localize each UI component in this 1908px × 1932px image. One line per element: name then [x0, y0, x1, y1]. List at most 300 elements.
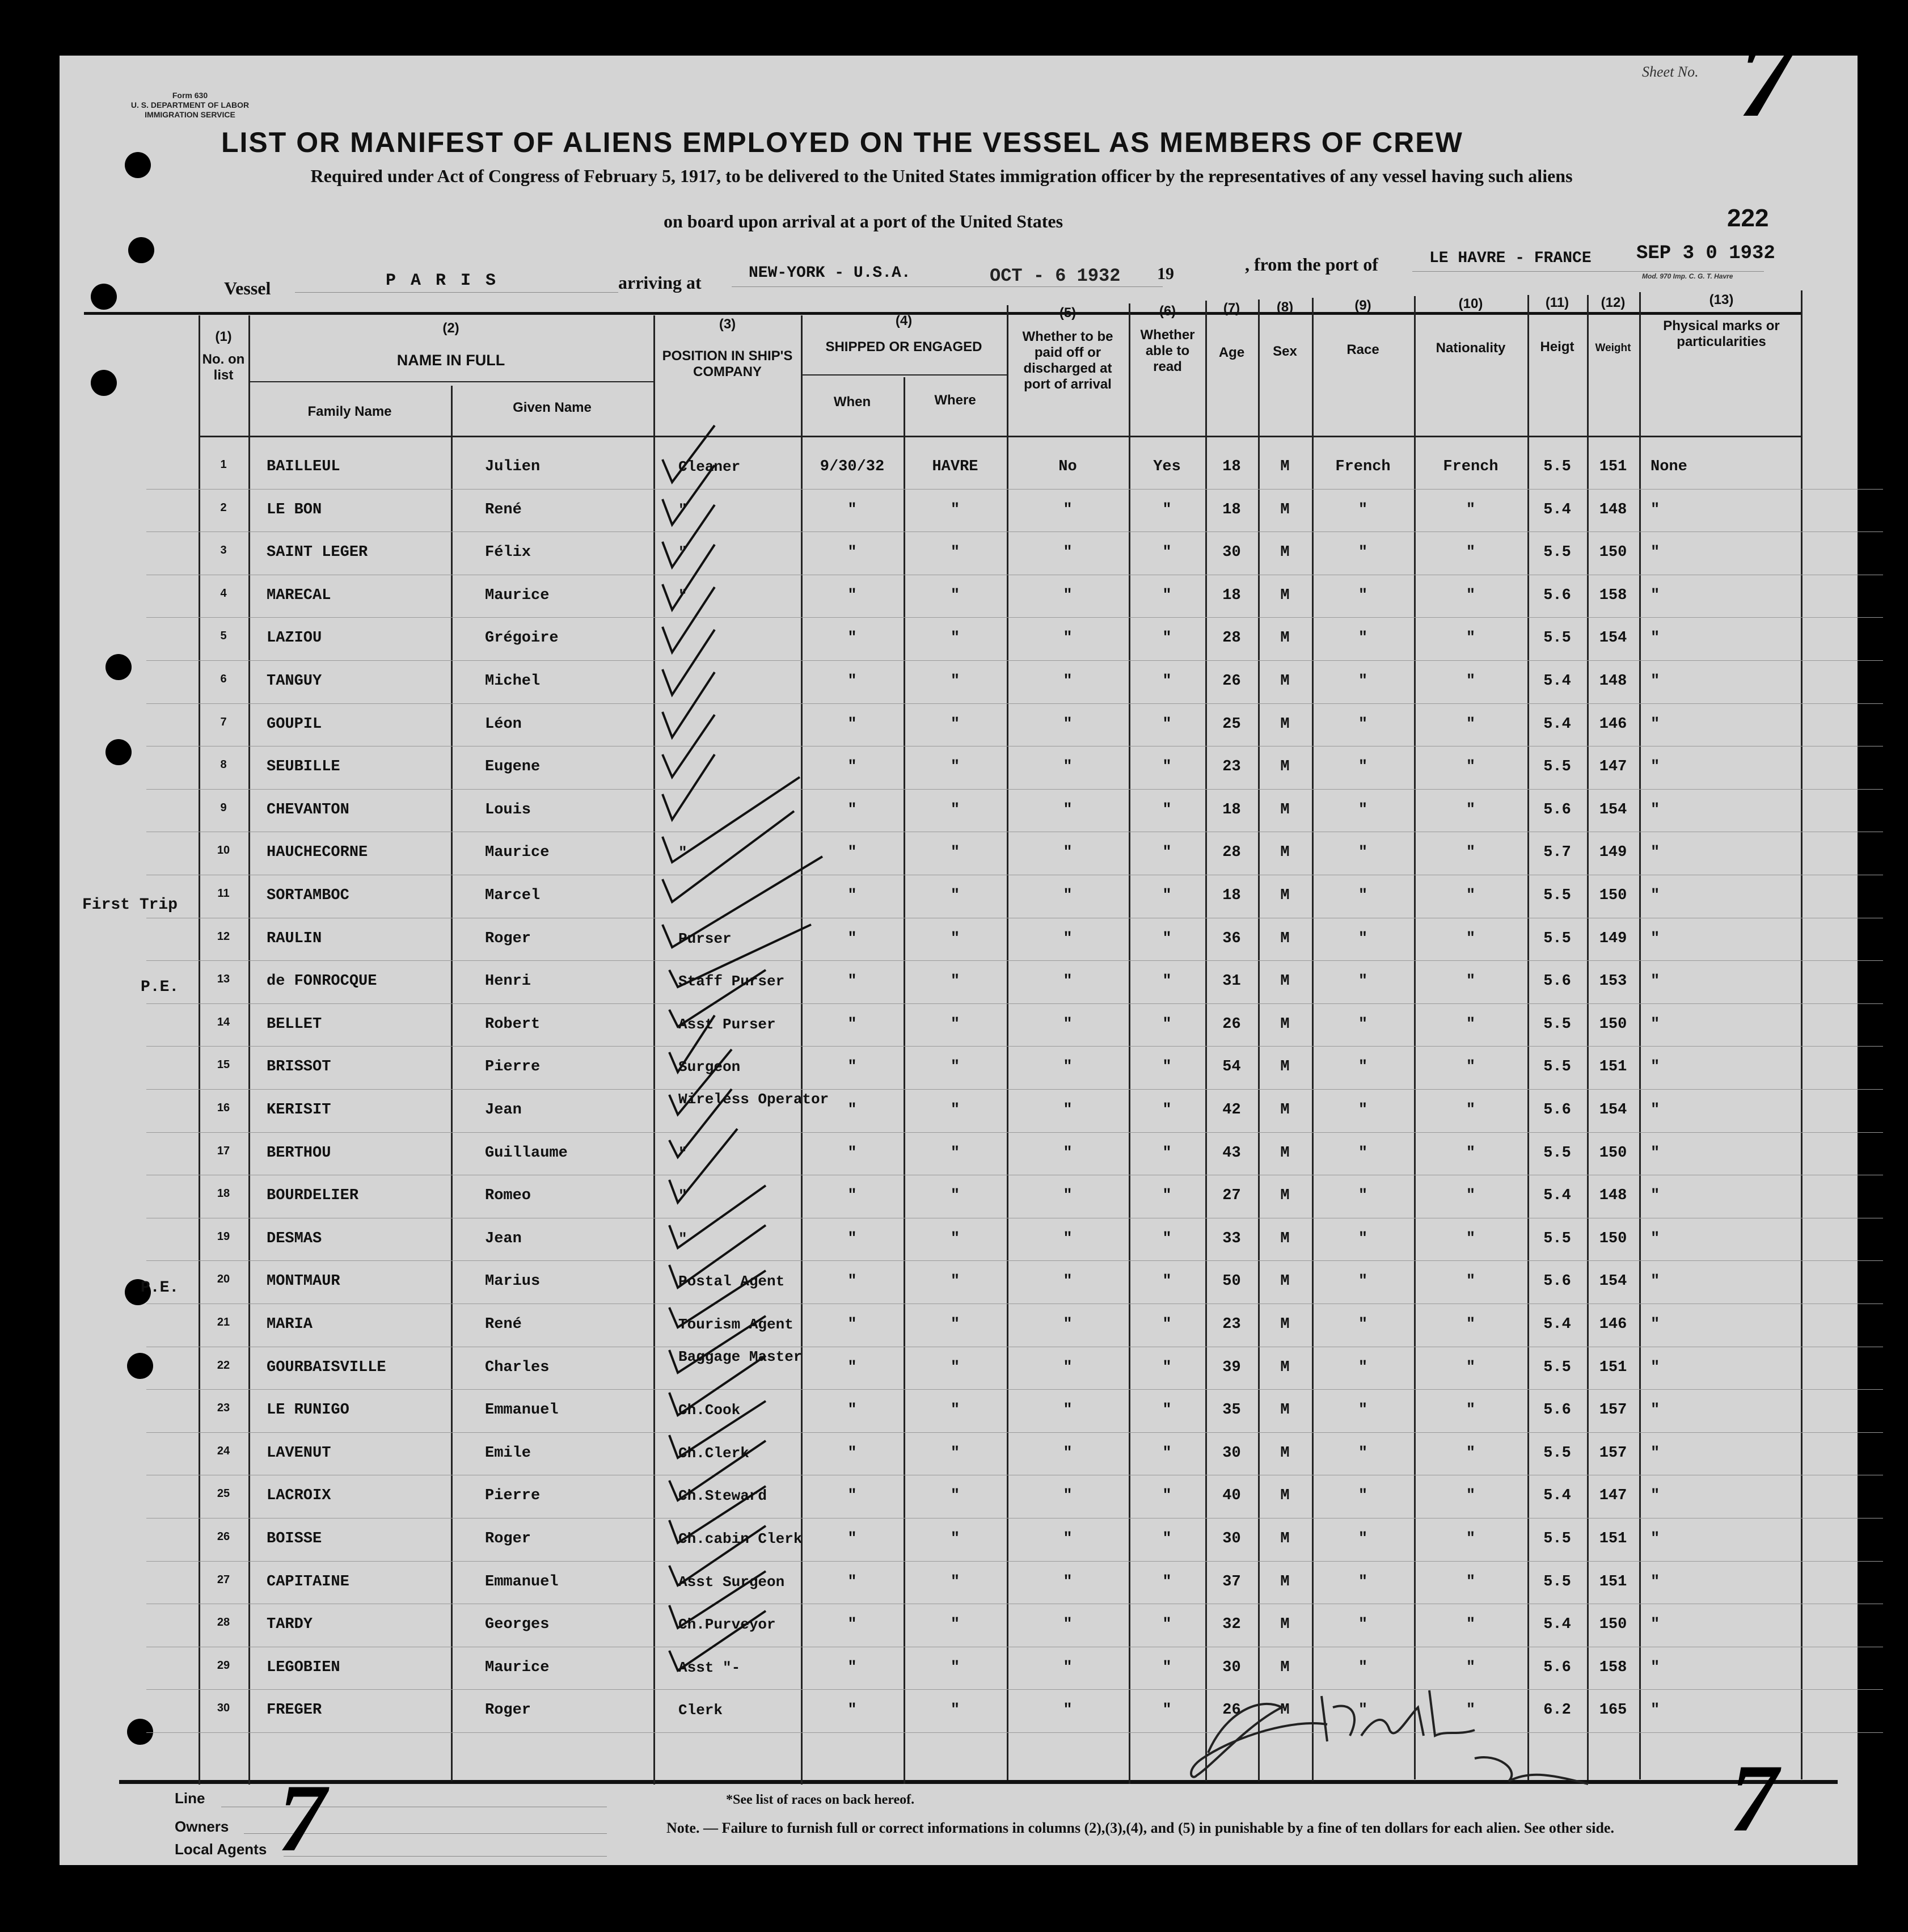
cell-read: " — [1162, 587, 1172, 604]
cell-paid: " — [1063, 1187, 1073, 1205]
cell-position: Asst "- — [678, 1659, 741, 1676]
cell-paid: " — [1063, 1058, 1073, 1076]
col-6-header: (6) Whether able to read — [1140, 303, 1195, 374]
cell-read: " — [1162, 501, 1172, 518]
check-marks — [652, 414, 845, 1741]
cell-weight: 154 — [1599, 1102, 1627, 1119]
cell-family: SAINT LEGER — [267, 544, 368, 562]
cell-given: Georges — [485, 1616, 550, 1634]
cell-age: 26 — [1222, 1702, 1241, 1719]
cell-weight: 147 — [1599, 758, 1627, 776]
arriving-label: arriving at — [618, 272, 702, 293]
cell-race: " — [1358, 1316, 1368, 1333]
punch-hole — [91, 370, 117, 396]
cell-paid: " — [1063, 1659, 1073, 1676]
cell-marks: " — [1650, 1359, 1660, 1376]
row-divider — [146, 1732, 1883, 1733]
row-divider — [146, 617, 1883, 618]
cell-marks: " — [1650, 1402, 1660, 1419]
cell-height: 5.4 — [1543, 673, 1571, 690]
cell-nat: " — [1466, 1187, 1476, 1205]
cell-read: " — [1162, 1316, 1172, 1333]
col-10-header: (10) Nationality — [1436, 296, 1506, 356]
cell-nat: " — [1466, 1230, 1476, 1247]
cell-position: Asst Purser — [678, 1015, 776, 1033]
departure-date-stamp: SEP 3 0 1932 — [1636, 243, 1775, 264]
cell-weight: 158 — [1599, 587, 1627, 604]
cell-paid: " — [1063, 1230, 1073, 1247]
captain-signature — [1180, 1673, 1611, 1804]
cell-race: " — [1358, 587, 1368, 604]
cell-nat: " — [1466, 1702, 1476, 1719]
cell-no: 12 — [217, 930, 230, 943]
col-13-header: (13) Physical marks or particularities — [1663, 292, 1780, 349]
cell-race: " — [1358, 1659, 1368, 1676]
cell-position: " — [678, 501, 687, 518]
cell-family: BOURDELIER — [267, 1187, 359, 1205]
cell-marks: " — [1650, 1530, 1660, 1547]
cell-marks: " — [1650, 501, 1660, 518]
cell-where: " — [950, 1015, 960, 1033]
cell-family: BOISSE — [267, 1530, 322, 1547]
cell-family: CAPITAINE — [267, 1573, 349, 1591]
cell-where: " — [950, 1187, 960, 1205]
cell-no: 22 — [217, 1359, 230, 1372]
cell-age: 37 — [1222, 1573, 1241, 1591]
cell-height: 5.6 — [1543, 1273, 1571, 1290]
cell-marks: " — [1650, 715, 1660, 733]
pe-note-row-20: P.E. — [141, 1279, 179, 1297]
cell-family: GOUPIL — [267, 715, 322, 733]
cell-nat: " — [1466, 758, 1476, 776]
cell-weight: 151 — [1599, 1359, 1627, 1376]
cell-when: " — [847, 587, 857, 604]
cell-paid: " — [1063, 1402, 1073, 1419]
cell-weight: 165 — [1599, 1702, 1627, 1719]
col-4b-header: Where — [934, 393, 976, 408]
cell-when: " — [847, 801, 857, 819]
cell-no: 10 — [217, 844, 230, 857]
cell-sex: M — [1280, 758, 1290, 776]
cell-read: " — [1162, 1102, 1172, 1119]
cell-when: " — [847, 973, 857, 990]
row-divider — [146, 789, 1883, 790]
cell-position: Ch.cabin Clerk — [678, 1530, 803, 1547]
cell-no: 30 — [217, 1702, 230, 1715]
cell-position: Staff Purser — [678, 973, 785, 990]
cell-sex: M — [1280, 930, 1290, 947]
cell-when: " — [847, 673, 857, 690]
cell-read: " — [1162, 1359, 1172, 1376]
cell-race: " — [1358, 1144, 1368, 1162]
cell-height: 5.6 — [1543, 1402, 1571, 1419]
cell-when: " — [847, 544, 857, 562]
cell-where: " — [950, 973, 960, 990]
printer-mark: Mod. 970 Imp. C. G. T. Havre — [1642, 272, 1733, 280]
cell-weight: 151 — [1599, 1530, 1627, 1547]
cell-given: Romeo — [485, 1187, 531, 1205]
cell-read: Yes — [1153, 458, 1181, 475]
cell-paid: No — [1058, 458, 1077, 475]
cell-given: Henri — [485, 973, 531, 990]
cell-height: 5.4 — [1543, 715, 1571, 733]
cell-height: 5.4 — [1543, 1487, 1571, 1505]
cell-sex: M — [1280, 501, 1290, 518]
cell-where: " — [950, 1058, 960, 1076]
cell-no: 25 — [217, 1487, 230, 1500]
cell-when: " — [847, 630, 857, 647]
row-divider — [146, 1389, 1883, 1390]
cell-read: " — [1162, 1402, 1172, 1419]
cell-given: Marcel — [485, 887, 541, 904]
cell-height: 5.4 — [1543, 1616, 1571, 1634]
cell-sex: M — [1280, 1015, 1290, 1033]
cell-read: " — [1162, 1058, 1172, 1076]
cell-no: 2 — [220, 501, 227, 514]
cell-given: Pierre — [485, 1487, 541, 1505]
cell-age: 25 — [1222, 715, 1241, 733]
row-divider — [146, 1046, 1883, 1047]
vessel-label: Vessel — [224, 278, 271, 298]
cell-weight: 150 — [1599, 1230, 1627, 1247]
cell-height: 5.5 — [1543, 1573, 1571, 1591]
cell-no: 29 — [217, 1659, 230, 1672]
punch-hole — [127, 1353, 153, 1379]
cell-weight: 149 — [1599, 844, 1627, 862]
punch-hole — [105, 739, 132, 765]
cell-sex: M — [1280, 673, 1290, 690]
cell-when: " — [847, 1316, 857, 1333]
cell-no: 19 — [217, 1230, 230, 1243]
row-divider — [146, 531, 1883, 532]
cell-race: " — [1358, 1444, 1368, 1462]
cell-position: " — [678, 1187, 687, 1205]
cell-family: BERTHOU — [267, 1144, 331, 1162]
cell-sex: M — [1280, 1444, 1290, 1462]
col-7-header: (7) Age — [1218, 301, 1245, 360]
punch-hole — [91, 284, 117, 310]
cell-marks: " — [1650, 1616, 1660, 1634]
cell-paid: " — [1063, 501, 1073, 518]
cell-family: DESMAS — [267, 1230, 322, 1247]
cell-where: " — [950, 630, 960, 647]
cell-sex: M — [1280, 1359, 1290, 1376]
cell-when: " — [847, 930, 857, 947]
cell-family: SORTAMBOC — [267, 887, 349, 904]
cell-family: GOURBAISVILLE — [267, 1359, 386, 1376]
col-12-header: (12) Weight — [1595, 295, 1631, 354]
page-title: LIST OR MANIFEST OF ALIENS EMPLOYED ON THE VESSEL AS MEMBERS OF CREW — [221, 126, 1463, 158]
cell-read: " — [1162, 844, 1172, 862]
cell-sex: M — [1280, 1659, 1290, 1676]
cell-paid: " — [1063, 887, 1073, 904]
cell-marks: " — [1650, 1230, 1660, 1247]
cell-weight: 148 — [1599, 1187, 1627, 1205]
cell-height: 5.5 — [1543, 458, 1571, 475]
cell-marks: " — [1650, 1444, 1660, 1462]
cell-when: " — [847, 1230, 857, 1247]
cell-weight: 150 — [1599, 544, 1627, 562]
cell-paid: " — [1063, 1444, 1073, 1462]
row-divider — [146, 1089, 1883, 1090]
cell-family: TANGUY — [267, 673, 322, 690]
cell-position: Ch.Clerk — [678, 1444, 749, 1462]
cell-age: 30 — [1222, 1530, 1241, 1547]
sheet-number: 7 — [1738, 15, 1795, 141]
cell-race: " — [1358, 758, 1368, 776]
cell-where: " — [950, 1659, 960, 1676]
cell-age: 26 — [1222, 1015, 1241, 1033]
cell-age: 23 — [1222, 1316, 1241, 1333]
cell-family: LEGOBIEN — [267, 1659, 340, 1676]
races-note: *See list of races on back hereof. — [726, 1792, 915, 1807]
cell-family: HAUCHECORNE — [267, 844, 368, 862]
cell-family: SEUBILLE — [267, 758, 340, 776]
cell-where: " — [950, 1573, 960, 1591]
cell-given: Jean — [485, 1102, 522, 1119]
cell-race: French — [1335, 458, 1391, 475]
cell-marks: " — [1650, 1102, 1660, 1119]
cell-where: " — [950, 1402, 960, 1419]
cell-where: " — [950, 1359, 960, 1376]
cell-read: " — [1162, 801, 1172, 819]
cell-nat: " — [1466, 630, 1476, 647]
cell-height: 5.7 — [1543, 844, 1571, 862]
cell-sex: M — [1280, 1144, 1290, 1162]
cell-family: LE RUNIGO — [267, 1402, 349, 1419]
cell-age: 32 — [1222, 1616, 1241, 1634]
cell-height: 5.4 — [1543, 501, 1571, 518]
cell-sex: M — [1280, 1102, 1290, 1119]
cell-where: " — [950, 1487, 960, 1505]
cell-sex: M — [1280, 1573, 1290, 1591]
cell-marks: " — [1650, 930, 1660, 947]
cell-race: " — [1358, 973, 1368, 990]
cell-given: Maurice — [485, 1659, 550, 1676]
cell-given: Roger — [485, 1702, 531, 1719]
cell-paid: " — [1063, 1102, 1073, 1119]
cell-marks: " — [1650, 673, 1660, 690]
cell-race: " — [1358, 673, 1368, 690]
cell-nat: French — [1443, 458, 1498, 475]
cell-family: BAILLEUL — [267, 458, 340, 475]
cell-given: René — [485, 1316, 522, 1333]
cell-race: " — [1358, 1702, 1368, 1719]
cell-paid: " — [1063, 1487, 1073, 1505]
cell-position: Ch.Steward — [678, 1487, 767, 1505]
cell-race: " — [1358, 844, 1368, 862]
cell-read: " — [1162, 887, 1172, 904]
cell-age: 50 — [1222, 1273, 1241, 1290]
cell-weight: 150 — [1599, 1616, 1627, 1634]
cell-nat: " — [1466, 844, 1476, 862]
cell-given: Maurice — [485, 587, 550, 604]
cell-marks: " — [1650, 758, 1660, 776]
cell-height: 5.6 — [1543, 801, 1571, 819]
cell-age: 18 — [1222, 458, 1241, 475]
cell-paid: " — [1063, 801, 1073, 819]
from-port-label: , from the port of — [1245, 254, 1378, 275]
cell-read: " — [1162, 1444, 1172, 1462]
cell-where: " — [950, 1144, 960, 1162]
cell-given: Félix — [485, 544, 531, 562]
cell-position: " — [678, 544, 687, 562]
cell-no: 14 — [217, 1015, 230, 1028]
cell-when: 9/30/32 — [820, 458, 885, 475]
row-divider — [146, 960, 1883, 961]
cell-read: " — [1162, 715, 1172, 733]
col-4-header: (4) SHIPPED OR ENGAGED — [825, 313, 982, 355]
cell-no: 18 — [217, 1187, 230, 1200]
cell-marks: " — [1650, 1487, 1660, 1505]
cell-race: " — [1358, 630, 1368, 647]
cell-nat: " — [1466, 973, 1476, 990]
cell-weight: 148 — [1599, 673, 1627, 690]
cell-given: Roger — [485, 930, 531, 947]
cell-race: " — [1358, 1187, 1368, 1205]
cell-weight: 146 — [1599, 715, 1627, 733]
col-5-header: (5) Whether to be paid off or discharged at port of arrival — [1022, 305, 1113, 392]
cell-where: " — [950, 887, 960, 904]
cell-given: Maurice — [485, 844, 550, 862]
cell-race: " — [1358, 1530, 1368, 1547]
cell-nat: " — [1466, 1273, 1476, 1290]
col-8-header: (8) Sex — [1273, 299, 1297, 359]
pe-note-row-13: P.E. — [141, 978, 179, 996]
cell-age: 33 — [1222, 1230, 1241, 1247]
cell-given: Léon — [485, 715, 522, 733]
cell-sex: M — [1280, 630, 1290, 647]
cell-family: BRISSOT — [267, 1058, 331, 1076]
cell-height: 5.5 — [1543, 544, 1571, 562]
row-divider — [146, 1689, 1883, 1690]
cell-marks: " — [1650, 630, 1660, 647]
cell-read: " — [1162, 1273, 1172, 1290]
cell-when: " — [847, 1402, 857, 1419]
cell-given: Eugene — [485, 758, 541, 776]
cell-family: MONTMAUR — [267, 1273, 340, 1290]
cell-when: " — [847, 1359, 857, 1376]
cell-given: René — [485, 501, 522, 518]
cell-position: Asst Surgeon — [678, 1573, 785, 1591]
cell-no: 15 — [217, 1058, 230, 1072]
cell-given: Marius — [485, 1273, 541, 1290]
cell-marks: None — [1650, 458, 1687, 475]
cell-no: 9 — [220, 801, 227, 814]
cell-height: 5.5 — [1543, 1359, 1571, 1376]
cell-nat: " — [1466, 887, 1476, 904]
footer-agents-label: Local Agents — [175, 1841, 267, 1858]
cell-nat: " — [1466, 1573, 1476, 1591]
cell-race: " — [1358, 1015, 1368, 1033]
cell-race: " — [1358, 1402, 1368, 1419]
cell-read: " — [1162, 1015, 1172, 1033]
cell-when: " — [847, 501, 857, 518]
cell-age: 28 — [1222, 630, 1241, 647]
cell-marks: " — [1650, 1144, 1660, 1162]
cell-race: " — [1358, 887, 1368, 904]
cell-read: " — [1162, 673, 1172, 690]
cell-when: " — [847, 887, 857, 904]
cell-where: " — [950, 1530, 960, 1547]
cell-paid: " — [1063, 1530, 1073, 1547]
cell-marks: " — [1650, 1015, 1660, 1033]
cell-nat: " — [1466, 1659, 1476, 1676]
cell-nat: " — [1466, 1616, 1476, 1634]
cell-age: 27 — [1222, 1187, 1241, 1205]
cell-when: " — [847, 1702, 857, 1719]
cell-paid: " — [1063, 1359, 1073, 1376]
cell-no: 20 — [217, 1273, 230, 1286]
col-9-header: (9) Race — [1346, 298, 1379, 357]
cell-where: " — [950, 1316, 960, 1333]
cell-family: LAVENUT — [267, 1444, 331, 1462]
row-divider — [146, 489, 1883, 490]
cell-weight: 147 — [1599, 1487, 1627, 1505]
cell-height: 5.5 — [1543, 1530, 1571, 1547]
cell-height: 5.6 — [1543, 587, 1571, 604]
cell-paid: " — [1063, 758, 1073, 776]
col-2-header: (2) NAME IN FULL — [396, 320, 505, 369]
cell-no: 27 — [217, 1573, 230, 1586]
arriving-port: NEW-YORK - U.S.A. — [749, 264, 911, 282]
cell-paid: " — [1063, 930, 1073, 947]
cell-given: Charles — [485, 1359, 550, 1376]
cell-paid: " — [1063, 1702, 1073, 1719]
cell-paid: " — [1063, 544, 1073, 562]
first-trip-note: First Trip — [82, 896, 178, 914]
cell-height: 5.5 — [1543, 1058, 1571, 1076]
cell-position: Wireless Operator — [678, 1091, 829, 1108]
cell-position: " — [678, 587, 687, 604]
cell-sex: M — [1280, 1058, 1290, 1076]
cell-race: " — [1358, 501, 1368, 518]
cell-race: " — [1358, 801, 1368, 819]
header-bottom-border — [199, 436, 1801, 437]
cell-marks: " — [1650, 973, 1660, 990]
cell-height: 5.6 — [1543, 1659, 1571, 1676]
cell-height: 5.5 — [1543, 1144, 1571, 1162]
cell-weight: 153 — [1599, 973, 1627, 990]
cell-nat: " — [1466, 1015, 1476, 1033]
cell-family: FREGER — [267, 1702, 322, 1719]
cell-age: 26 — [1222, 673, 1241, 690]
cell-age: 30 — [1222, 1444, 1241, 1462]
cell-nat: " — [1466, 1058, 1476, 1076]
cell-paid: " — [1063, 973, 1073, 990]
cell-height: 5.5 — [1543, 930, 1571, 947]
cell-paid: " — [1063, 844, 1073, 862]
cell-family: LE BON — [267, 501, 322, 518]
cell-paid: " — [1063, 1015, 1073, 1033]
row-divider — [146, 660, 1883, 661]
cell-given: Julien — [485, 458, 541, 475]
cell-height: 5.4 — [1543, 1187, 1571, 1205]
cell-age: 30 — [1222, 1659, 1241, 1676]
cell-weight: 154 — [1599, 630, 1627, 647]
vessel-name: P A R I S — [386, 271, 499, 290]
cell-read: " — [1162, 758, 1172, 776]
cell-race: " — [1358, 1230, 1368, 1247]
col-1-header: (1) No. on list — [202, 329, 245, 383]
cell-where: " — [950, 1230, 960, 1247]
penalty-note: Note. — Failure to furnish full or correct informations in columns (2),(3),(4), and (5) in punishable by a fine of ten dollars for each alien. See other side. — [666, 1820, 1614, 1836]
cell-paid: " — [1063, 1273, 1073, 1290]
cell-height: 5.4 — [1543, 1316, 1571, 1333]
cell-given: Emmanuel — [485, 1402, 559, 1419]
cell-family: CHEVANTON — [267, 801, 349, 819]
cell-age: 40 — [1222, 1487, 1241, 1505]
